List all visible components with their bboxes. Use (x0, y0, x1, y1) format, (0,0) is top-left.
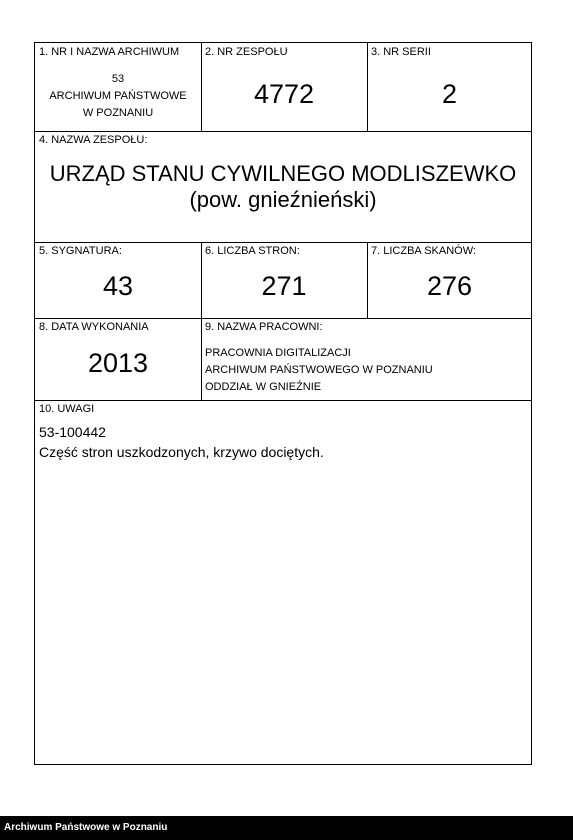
column-divider (201, 43, 202, 131)
row-divider (35, 318, 531, 319)
series-number-cell (367, 43, 532, 131)
metadata-card (34, 42, 532, 765)
series-number-label: 3. NR SERII (371, 46, 431, 58)
footer-bar (0, 816, 573, 840)
page-count-label: 6. LICZBA STRON: (205, 245, 300, 257)
series-number-value: 2 (441, 79, 458, 109)
workshop-label: 9. NAZWA PRACOWNI: (205, 321, 323, 333)
fond-name-line2: (pow. gnieźnieński) (189, 187, 377, 212)
column-divider (201, 318, 202, 400)
archive-cell (35, 43, 201, 131)
column-divider (367, 242, 368, 318)
fond-name-line1: URZĄD STANU CYWILNEGO MODLISZEWKO (49, 161, 517, 186)
archive-info (35, 71, 201, 122)
workshop-line3: ODDZIAŁ W GNIEŹNIE (205, 381, 322, 393)
fond-number-cell (201, 43, 367, 131)
workshop-name (205, 345, 433, 396)
archive-label: 1. NR I NAZWA ARCHIWUM (39, 46, 180, 58)
signature-value: 43 (102, 271, 134, 301)
archive-name-line2: W POZNANIU (82, 107, 154, 119)
signature-label: 5. SYGNATURA: (39, 245, 122, 257)
row-divider (35, 131, 531, 132)
scan-count-label: 7. LICZBA SKANÓW: (371, 245, 476, 257)
column-divider (201, 242, 202, 318)
date-value: 2013 (87, 348, 149, 378)
row-divider (35, 400, 531, 401)
page-count-value: 271 (261, 271, 307, 301)
workshop-cell (201, 318, 532, 400)
workshop-line1: PRACOWNIA DIGITALIZACJI (205, 347, 351, 359)
fond-number-label: 2. NR ZESPOŁU (205, 46, 288, 58)
archive-name-line1: ARCHIWUM PAŃSTWOWE (49, 90, 187, 102)
fond-number-value: 4772 (253, 79, 315, 109)
row-divider (35, 242, 531, 243)
scan-count-value: 276 (426, 271, 473, 301)
scan-count-cell (367, 242, 532, 318)
notes-cell (35, 400, 532, 764)
notes-line2: Część stron uszkodzonych, krzywo dociętych. (39, 444, 324, 460)
archive-number: 53 (111, 73, 125, 85)
fond-name-label: 4. NAZWA ZESPOŁU: (39, 134, 148, 146)
date-cell (35, 318, 201, 400)
column-divider (367, 43, 368, 131)
notes-text (39, 422, 324, 462)
fond-name (35, 161, 531, 213)
notes-line1: 53-100442 (39, 424, 106, 440)
date-label: 8. DATA WYKONANIA (39, 321, 149, 333)
notes-label: 10. UWAGI (39, 403, 95, 415)
workshop-line2: ARCHIWUM PAŃSTWOWEGO W POZNANIU (205, 364, 433, 376)
footer-text: Archiwum Państwowe w Poznaniu (4, 822, 168, 833)
page-count-cell (201, 242, 367, 318)
signature-cell (35, 242, 201, 318)
